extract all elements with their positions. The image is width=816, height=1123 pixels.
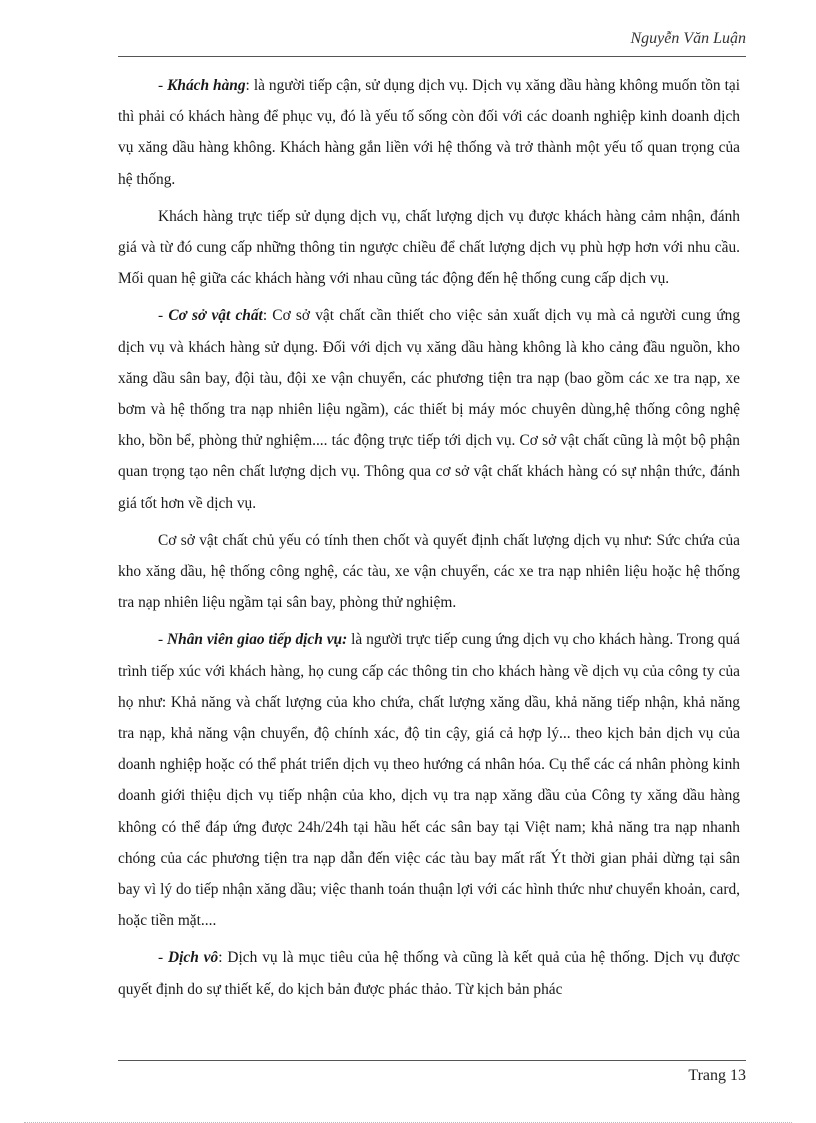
page-number: Trang 13 [688,1067,746,1084]
paragraph-khach-hang-detail: Khách hàng trực tiếp sử dụng dịch vụ, chất lượng dịch vụ được khách hàng cảm nhận, đánh giá và từ đó cung cấp những thông tin ngược chiều để chất lượng dịch vụ phù hợp hơn với nhu cầu. Mối quan hệ giữa các khách hàng với nhau cũng tác động đến hệ thống cung cấp dịch vụ. [118,207,740,288]
term-khach-hang: Khách hàng [167,77,246,94]
term-dich-vu: Dịch vô [168,949,219,967]
body-text [118,70,740,1011]
page-header-author: Nguyễn Văn Luận [630,30,746,47]
term-nhan-vien: Nhân viên giao tiếp dịch vụ: [167,631,348,649]
term-co-so-vat-chat: Cơ sở vật chất [168,307,263,325]
header-rule [118,56,746,57]
paragraph-nhan-vien: - Nhân viên giao tiếp dịch vụ: là người trực tiếp cung ứng dịch vụ cho khách hàng. Trong quá trình tiếp xúc với khách hàng, họ cung cấp các thông tin cho khách hàng về dịch vụ của công ty của họ như: Khả năng và chất lượng của kho chứa, chất lượng xăng dầu, khả năng tiếp nhận, khả năng tra nạp, khả năng vận chuyển, độ chính xác, độ tin cậy, giá cả hợp lý... theo kịch bản dịch vụ của doanh nghiệp hoặc có thể phát triển dịch vụ theo hướng cá nhân hóa. Cụ thể các cá nhân phòng kinh doanh giới thiệu dịch vụ tiếp nhận của kho, dịch vụ tra nạp xăng dầu của Công ty xăng dầu hàng không có thể đáp ứng được 24h/24h tại hầu hết các sân bay tại Việt nam; khả năng tra nạp nhanh chóng của các phương tiện tra nạp dẫn đến việc các tàu bay mất rất Ýt thời gian phải dừng tại sân bay vì lý do tiếp nhận xăng dầu; việc thanh toán thuận lợi với các hình thức như chuyển khoản, card, hoặc tiền mặt.... [118,631,740,930]
footer-rule [118,1060,746,1061]
paragraph-co-so-vat-chat: - Cơ sở vật chất: Cơ sở vật chất cần thiết cho việc sản xuất dịch vụ mà cả người cung ứng dịch vụ và khách hàng sử dụng. Đối với dịch vụ xăng dầu hàng không là kho cảng đầu nguồn, kho xăng dầu sân bay, đội tàu, đội xe vận chuyển, các phương tiện tra nạp (bao gồm các xe tra nạp, xe bơm và hệ thống tra nạp nhiên liệu ngầm), các thiết bị máy móc chuyên dùng,hệ thống công nghệ kho, bồn bể, phòng thử nghiệm.... tác động trực tiếp tới dịch vụ. Cơ sở vật chất cũng là một bộ phận quan trọng tạo nên chất lượng dịch vụ. Thông qua cơ sở vật chất khách hàng có sự nhận thức, đánh giá tốt hơn về dịch vụ. [118,307,741,512]
paragraph-dich-vu: - Dịch vô: Dịch vụ là mục tiêu của hệ thống và cũng là kết quả của hệ thống. Dịch vụ được quyết định do sự thiết kế, do kịch bản được phác thảo. Từ kịch bản phác [118,949,740,998]
paragraph-co-so-vat-chat-detail: Cơ sở vật chất chủ yếu có tính then chốt và quyết định chất lượng dịch vụ như: Sức chứa của kho xăng dầu, hệ thống công nghệ, các tàu, xe vận chuyển, các xe tra nạp nhiên liệu hoặc hệ thống tra nạp nhiên liệu ngầm tại sân bay, phòng thử nghiệm. [118,531,740,612]
paragraph-khach-hang: - Khách hàng: là người tiếp cận, sử dụng dịch vụ. Dịch vụ xăng dầu hàng không muốn tồn tại thì phải có khách hàng để phục vụ, đó là yếu tố sống còn đối với các doanh nghiệp kinh doanh dịch vụ xăng dầu hàng không. Khách hàng gắn liền với hệ thống và trở thành một yếu tố quan trọng của hệ thống. [118,77,740,188]
